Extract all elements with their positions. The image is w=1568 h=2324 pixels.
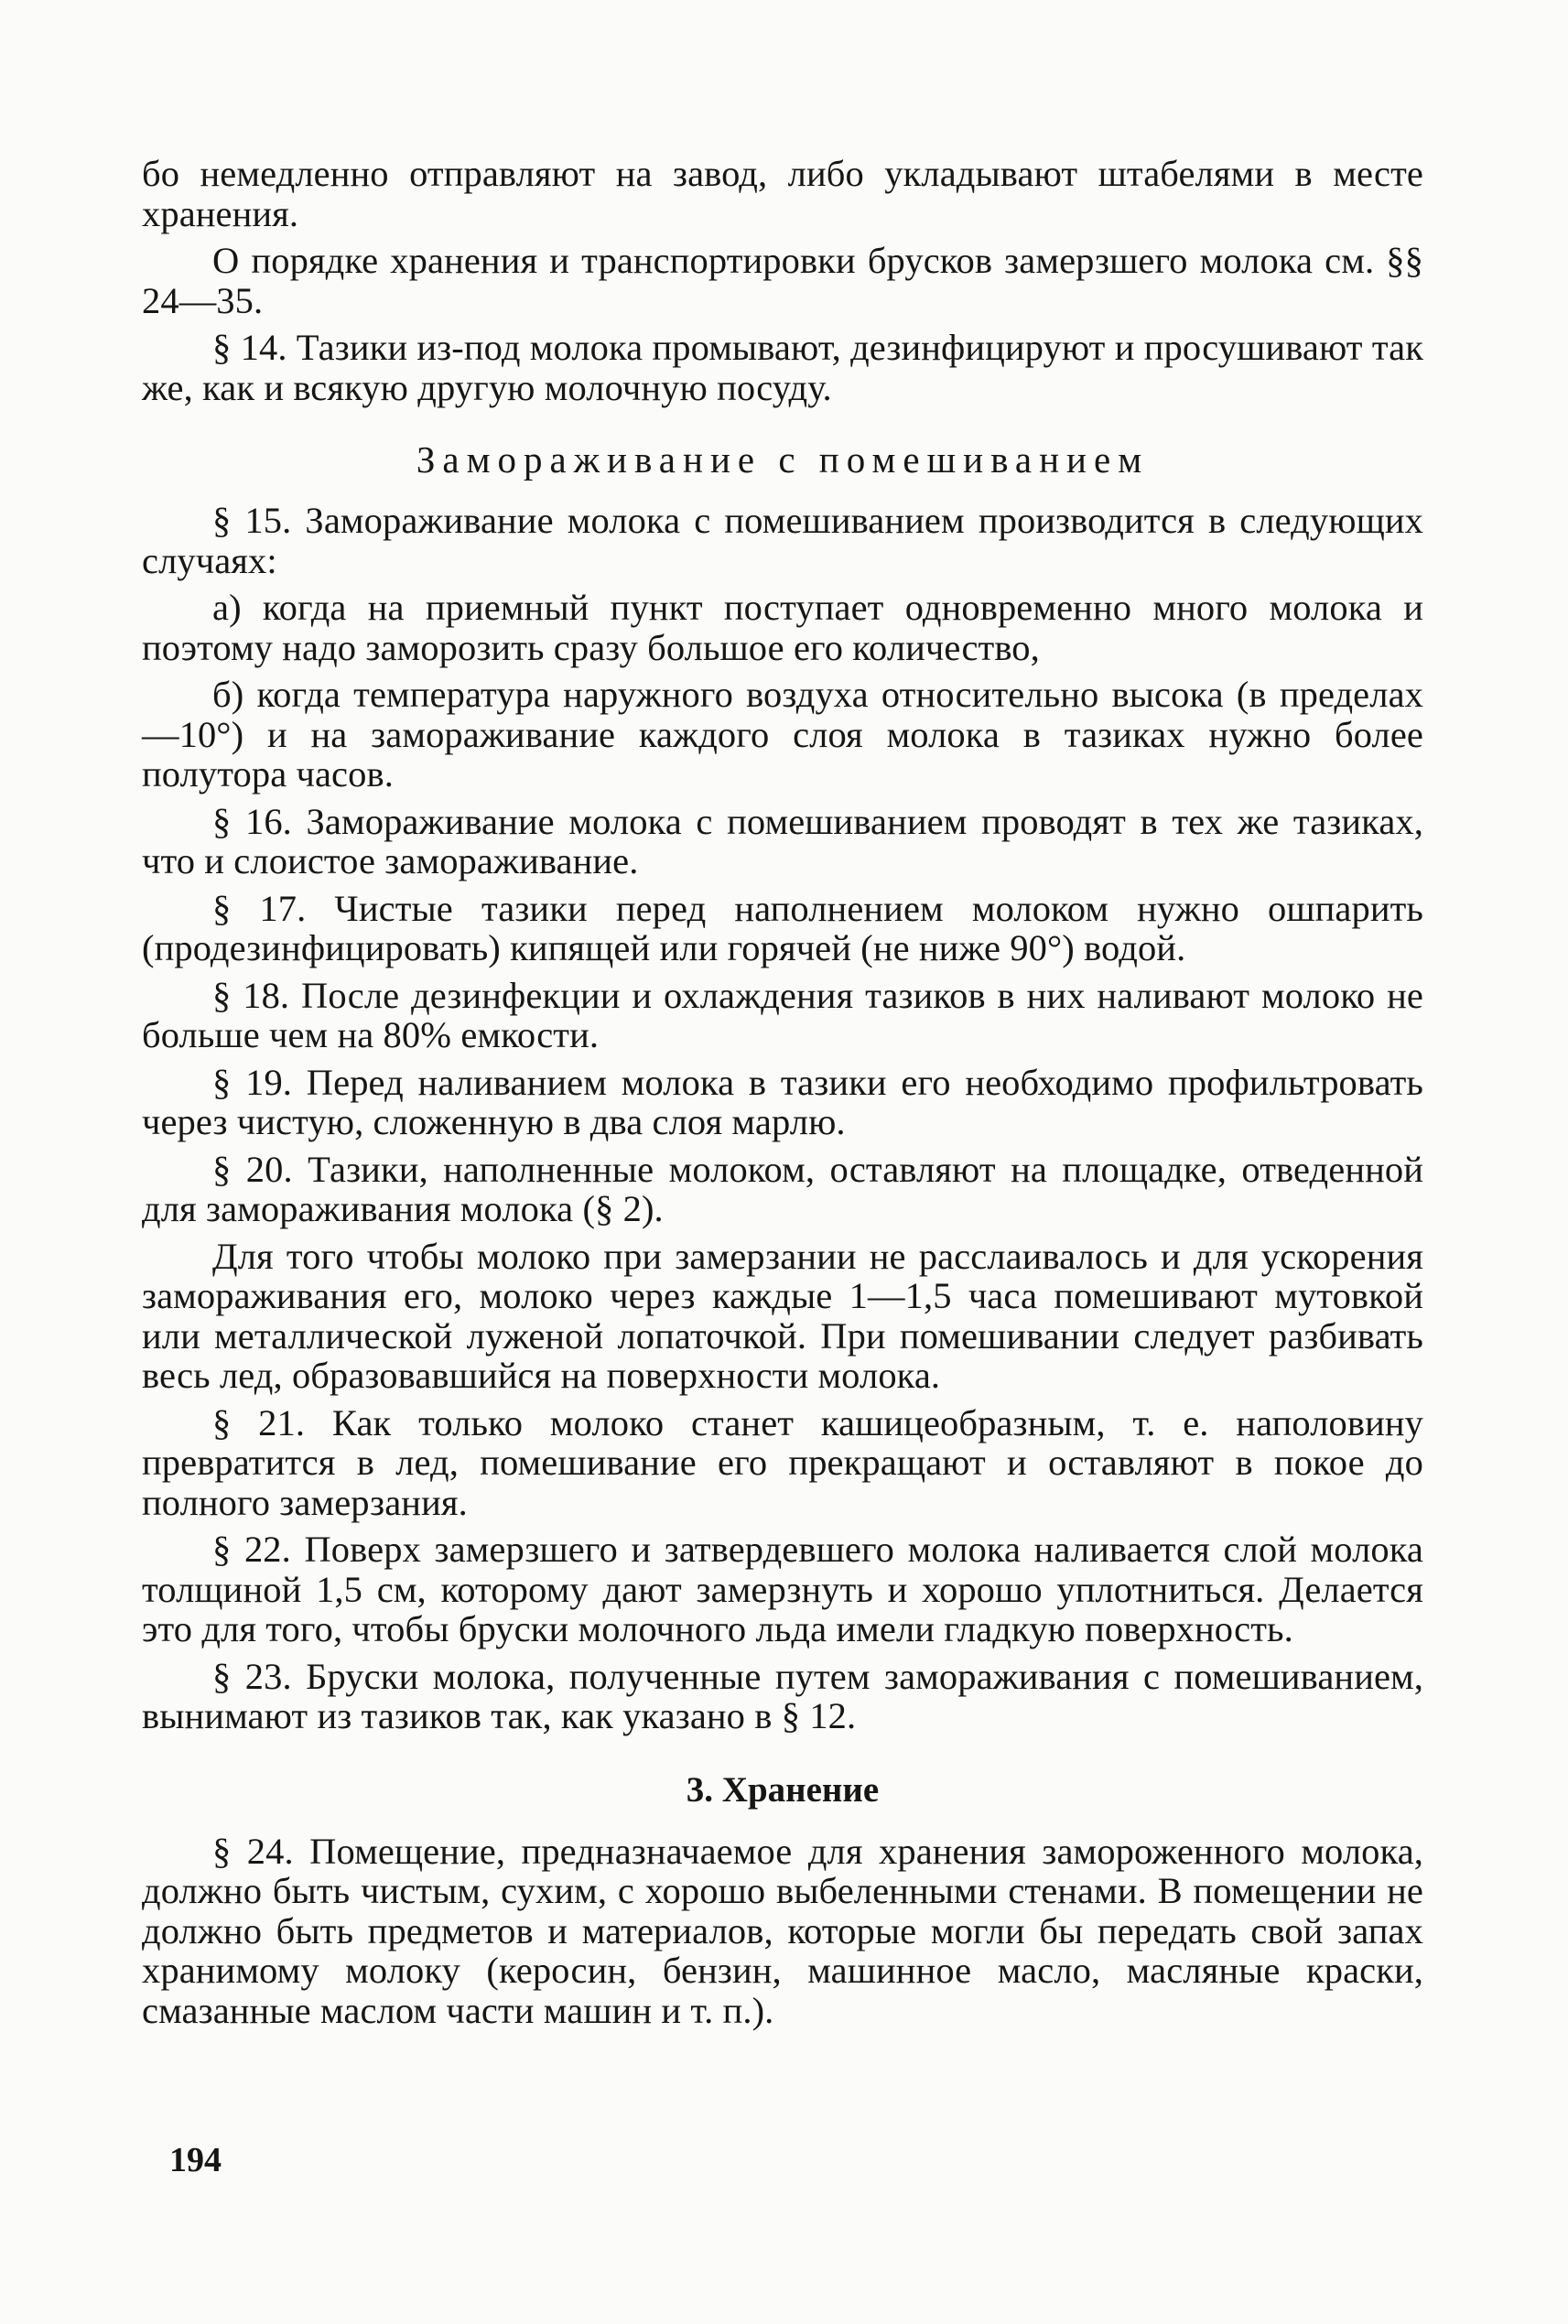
paragraph: б) когда температура наружного воздуха относительно высока (в пределах —10°) и на замораживание каждого слоя молока в тазиках нужно более полутора часов. [142,674,1423,794]
paragraph: § 14. Тазики из-под молока промывают, дезинфицируют и просушивают так же, как и всякую другую молочную посуду. [142,327,1423,408]
paragraph: § 21. Как только молоко станет кашицеобразным, т. е. наполовину превратится в лед, помешивание его прекращают и оставляют в покое до полного замерзания. [142,1401,1423,1523]
paragraph: О порядке хранения и транспортировки брусков замерзшего молока см. §§ 24—35. [142,240,1423,321]
paragraph: § 18. После дезинфекции и охлаждения тазиков в них наливают молоко не больше чем на 80% емкости. [142,974,1423,1055]
paragraph: § 22. Поверх замерзшего и затвердевшего молока наливается слой молока толщиной 1,5 см, которому дают замерзнуть и хорошо уплотниться. Делается это для того, чтобы бруски молочного льда имели гладкую поверхность. [142,1529,1423,1649]
paragraph: § 23. Бруски молока, полученные путем замораживания с помешиванием, вынимают из тазиков так, как указано в § 12. [142,1655,1423,1736]
paragraph: § 19. Перед наливанием молока в тазики его необходимо профильтровать через чистую, сложенную в два слоя марлю. [142,1061,1423,1142]
paragraph: § 20. Тазики, наполненные молоком, оставляют на площадке, отведенной для замораживания молока (§ 2). [142,1148,1423,1229]
subheading-freezing-with-stirring: Замораживание с помешиванием [416,438,1150,481]
paragraph: § 15. Замораживание молока с помешиванием производится в следующих случаях: [142,500,1423,581]
paragraph: а) когда на приемный пункт поступает одновременно много молока и поэтому надо заморозить сразу большое его количество, [142,587,1423,668]
paragraph: § 16. Замораживание молока с помешиванием проводят в тех же тазиках, что и слоистое замораживание. [142,800,1423,881]
paragraph: бо немедленно отправляют на завод, либо укладывают штабелями в месте хранения. [142,153,1423,234]
page-number: 194 [169,2141,222,2179]
paragraph: § 17. Чистые тазики перед наполнением молоком нужно ошпарить (продезинфицировать) кипящей или горячей (не ниже 90°) водой. [142,887,1423,968]
paragraph: Для того чтобы молоко при замерзании не расслаивалось и для ускорения замораживания его, молоко через каждые 1—1,5 часа помешивают мутовкой или металлической луженой лопаточкой. При помешивании следует разбивать весь лед, образовавшийся на поверхности молока. [142,1235,1423,1396]
paragraph: § 24. Помещение, предназначаемое для хранения замороженного молока, должно быть чистым, сухим, с хорошо выбеленными стенами. В помещении не должно быть предметов и материалов, которые могли бы передать свой запах хранимому молоку (керосин, бензин, машинное масло, масляные краски, смазанные маслом части машин и т. п.). [142,1830,1423,2031]
page-body [142,154,1423,2030]
section-heading-storage: 3. Хранение [686,1769,880,1810]
